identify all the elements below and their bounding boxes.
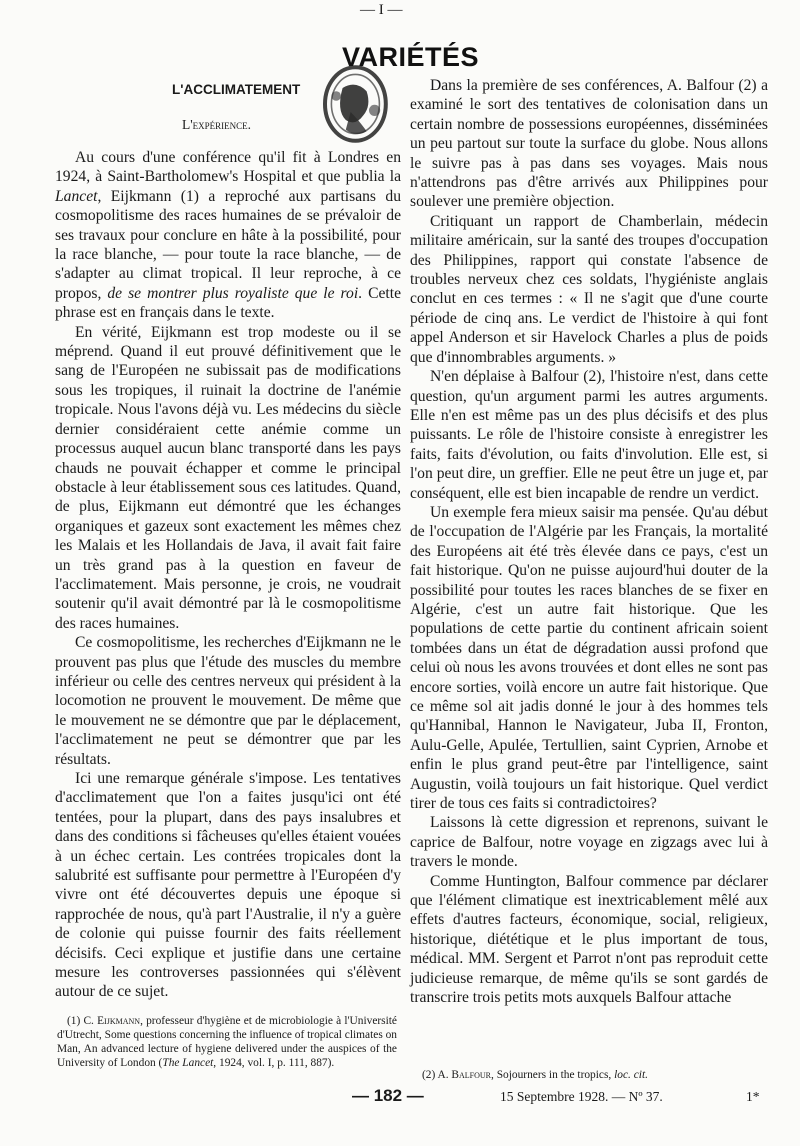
text-run: Ici une remarque générale s'impose. Les tentatives d'acclimatement que l'on a faites jusqu'ici ont été tentées, pour la plupart, dans des pays insalubres et dans des conditions si fâcheuses qu'elles étaient vouées à un échec certain. Les contrées tropicales dont la salubrité est suffisante pour permettre à l'Européen d'y vivre ont été découvertes depuis une époque si rapprochée de nous, qu'à part l'Australie, il n'y a guère de colonie qui puisse fournir des faits réellement décisifs. Ceci explique et justifie dans une certaine mesure les controverses passionnées qui s'élèvent autour de ce sujet. <box>55 770 401 1001</box>
library-stamp-icon <box>318 64 396 144</box>
page-number: — 182 — <box>352 1086 424 1105</box>
issue-date: 15 Septembre 1928. — Nº 37. <box>500 1089 663 1104</box>
paragraph <box>410 872 768 1008</box>
footnote-1 <box>57 1014 397 1070</box>
text-run: , professeur d'hygiène et de microbiologie à l'Université d'Utrecht, Some questions concerning the influence of tropical climates on Man, An advanced lecture of hygiene delivered under the auspices of the University of London ( <box>57 1015 397 1069</box>
section-number: — I — <box>360 2 403 18</box>
paragraph <box>55 148 401 323</box>
paragraph <box>410 76 768 212</box>
text-run: Critiquant un rapport de Chamberlain, médecin militaire américain, sur la santé des troupes d'occupation des Philippines, rapport qui constate l'absence de troubles nerveux chez ces soldats, l'hygiéniste anglais conclut en ces termes : « Il ne s'agit que d'une courte période de cinq ans. Le verdict de l'histoire à qui font appel Anderson et sir Havelock Charles a plus de poids que d'innombrables arguments. » <box>410 212 768 366</box>
text-run: Comme Huntington, Balfour commence par déclarer que l'élément climatique est inextricablement mêlé aux effets d'autres facteurs, économique, social, religieux, historique, diététique et le plus important de tous, médical. MM. Sergent et Parrot n'ont pas reproduit cette judicieuse remarque, de même qu'ils se sont gardés de transcrire trois petits mots auxquels Balfour attache <box>410 872 768 1007</box>
text-run: En vérité, Eijkmann est trop modeste ou il se méprend. Quand il eut prouvé définitivement que le sang de l'Européen ne subissait pas de modifications sous les tropiques, il ruinait la doctrine de l'anémie tropicale. Nous l'avons déjà vu. Les médecins du siècle dernier considéraient cette anémie comme un processus auquel aucun blanc transporté dans les pays chauds ne pouvait échapper et comme le principal obstacle à leur établissement sous ces latitudes. Quand, de plus, Eijkmann eut démontré que les échanges organiques et gazeux sont exactement les mêmes chez les Malais et les Hollandais de Java, il avait fait faire un très grand pas à la question en faveur de l'acclimatement. Mais personne, je crois, ne voudrait soutenir qu'il avait démontré par là le cosmopolitisme des races humaines. <box>55 323 401 632</box>
text-run: Laissons là cette digression et reprenons, suivant le caprice de Balfour, notre voyage en zigzags avec lui à travers le monde. <box>410 814 768 871</box>
article-title: L'ACCLIMATEMENT <box>172 82 301 97</box>
paragraph <box>55 769 401 1002</box>
paragraph <box>410 367 768 503</box>
text-run: (2) A. <box>422 1069 452 1081</box>
text-run: , Eijkmann (1) a reproché aux partisans du cosmopolitisme des races humaines de se prévaloir de ses travaux pour conclure en hâte à la possibilité, pour la race blanche, — pour toute la race blanche, — de s'adapter au climat tropical. Il leur reproche, à ce propos, <box>55 187 401 302</box>
text-run: Au cours d'une conférence qu'il fit à Londres en 1924, à Saint-Bartholomew's Hospital et que publia la <box>55 149 401 186</box>
page-title: VARIÉTÉS <box>342 42 480 72</box>
text-run: (1) C. <box>67 1015 98 1027</box>
text-run: , 1924, vol. I, p. 111, 887). <box>213 1057 335 1069</box>
text-run: Ce cosmopolitisme, les recherches d'Eijkmann ne le prouvent pas plus que l'étude des muscles du membre inférieur ou celle des centres nerveux qui président à la locomotion ne prouvent le mouvement. De même que le mouvement ne se démontre que par le déplacement, l'acclimatement ne peut se démontrer que par les résultats. <box>55 634 401 768</box>
paragraph <box>410 212 768 367</box>
paragraph <box>410 813 768 871</box>
text-run: Un exemple fera mieux saisir ma pensée. Qu'au début de l'occupation de l'Algérie par les Français, la mortalité des Européens ait été très élevée dans ce pays, c'est un fait historique. Qu'on ne puisse aujourd'hui douter de la possibilité pour toutes les races blanches de se fixer en Algérie, c'est un autre fait historique. Que les populations de cette partie du continent africain soient tombées dans un état de dégradation aussi profond que celui où nous les avons trouvées et dont elles ne sont pas encore sorties, voilà encore un autre fait historique. Que ce même sol ait jadis donné le jour à des hommes tels qu'Hannibal, Hannon le Navigateur, Juba II, Fronton, Aulu-Gelle, Apulée, Tertullien, saint Cyprien, Arnobe et enfin le plus grand peut-être par l'intelligence, saint Augustin, voilà toujours un fait historique. Quel verdict tirer de tous ces faits si contradictoires? <box>410 503 768 813</box>
article-subtitle: L'expérience. <box>182 117 252 132</box>
text-run: . Cette phrase est en français dans le texte. <box>55 284 401 322</box>
paragraph <box>55 633 401 769</box>
paragraph <box>55 323 401 634</box>
text-run: N'en déplaise à Balfour (2), l'histoire n'est, dans cette question, qu'un argument parmi les autres arguments. Elle n'en est même pas un des plus décisifs et des plus puissants. Le rôle de l'histoire consiste à enregistrer les faits, faits d'évolution, ou faits d'involution. Elle est, si l'on peut dire, un greffier. Elle ne peut être un juge et, par conséquent, elle est bien incapable de rendre un verdict. <box>410 368 768 502</box>
text-run: Dans la première de ses conférences, A. Balfour (2) a examiné le sort des tentatives de colonisation dans un certain nombre de possessions européennes, disséminées un peu partout sur toute la surface du globe. Nous allons le suivre pas à pas dans ses voyages. Mais nous n'attendrons pas d'être arrivés aux Philippines pour soulever une première objection. <box>410 77 768 211</box>
text-run: Lancet <box>55 187 98 205</box>
paragraph <box>410 503 768 814</box>
text-run: de se montrer plus royaliste que le roi <box>107 284 359 302</box>
left-column <box>55 148 401 1002</box>
text-run: loc. cit. <box>614 1069 648 1081</box>
text-run: Eijkmann <box>97 1015 141 1027</box>
text-run: The Lancet <box>162 1057 214 1069</box>
text-run: Balfour <box>451 1069 492 1081</box>
text-run: , Sojourners in the tropics, <box>491 1069 615 1081</box>
signature-mark: 1* <box>746 1089 760 1104</box>
footnote-2 <box>412 1068 772 1082</box>
right-column <box>410 76 768 1008</box>
